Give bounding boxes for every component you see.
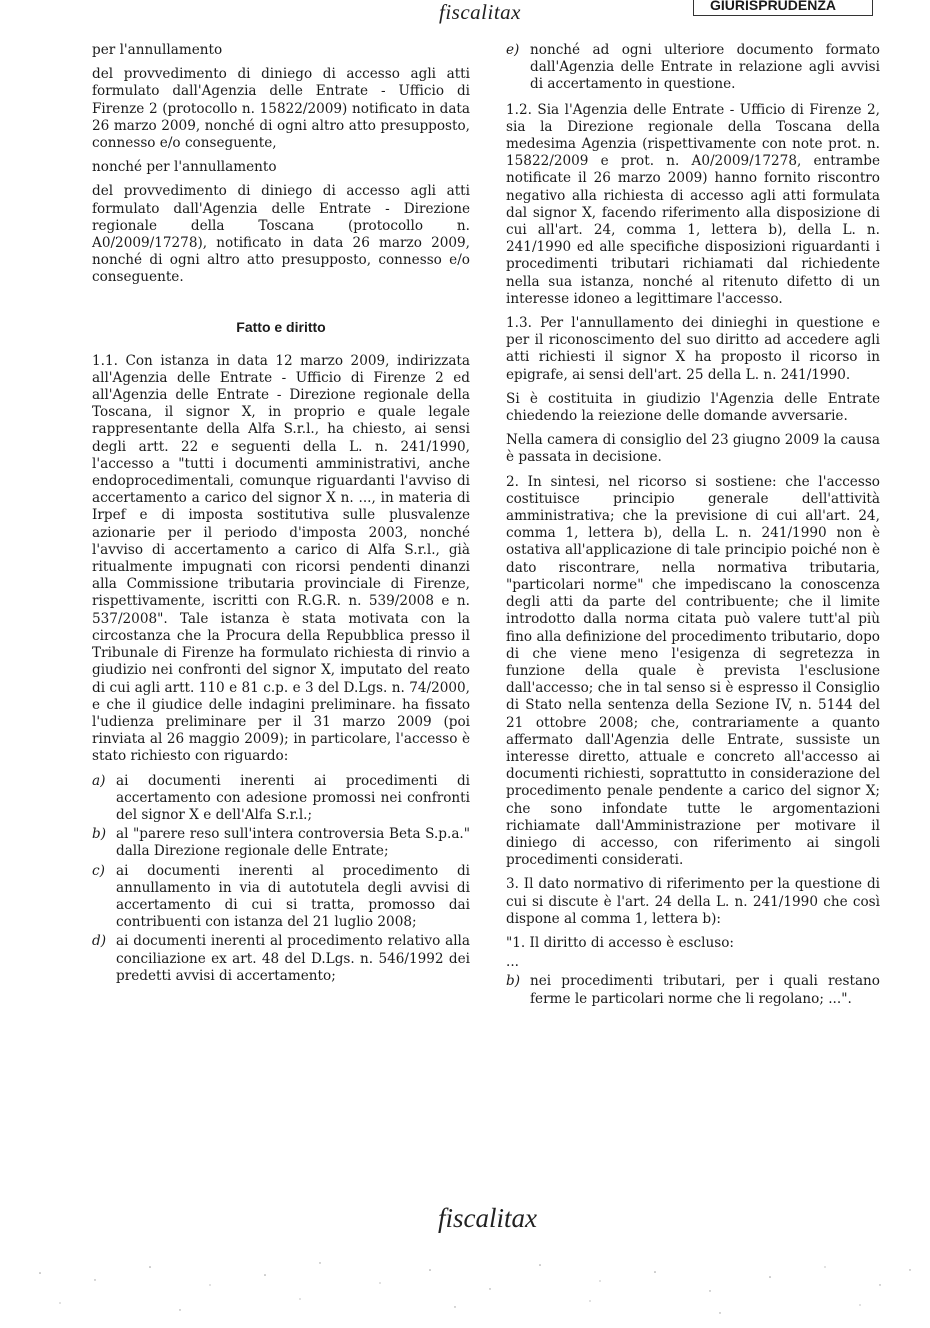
list-item-text: nonché ad ogni ulteriore documento formato dall'Agenzia delle Entrate in relazione agli avvisi di accertamento in questione. bbox=[530, 42, 880, 93]
list-item bbox=[506, 42, 880, 94]
paragraph: 1.3. Per l'annullamento dei dinieghi in questione e per il riconoscimento del suo diritto ad accedere agli atti richiesti il signor X ha proposto il ricorso in epigrafe, ai sensi dell'art. 25 della L. n. 241/1990. bbox=[506, 315, 880, 383]
header-logo: fiscalitax bbox=[439, 0, 521, 24]
paragraph: del provvedimento di diniego di accesso agli atti formulato dall'Agenzia delle Entrate - Ufficio di Firenze 2 (protocollo n. 15822/2009) notificato in data 26 marzo 2009, nonché di ogni altro atto presupposto, connesso e/o conseguente, bbox=[92, 66, 470, 152]
list-item-text: ai documenti inerenti al procedimento di annullamento in via di autotutela degli avvisi di accertamento di cui si tratta, promosso dai contribuenti con istanza del 21 luglio 2008; bbox=[116, 862, 470, 931]
section-label: GIURISPRUDENZA bbox=[693, 0, 873, 16]
paragraph: per l'annullamento bbox=[92, 42, 223, 58]
list-item-text: ai documenti inerenti al procedimento relativo alla conciliazione ex art. 48 del D.Lgs. n. 546/1992 dei predetti avvisi di accertamento; bbox=[116, 933, 470, 984]
paragraph: 3. Il dato normativo di riferimento per la questione di cui si discute è l'art. 24 della L. n. 241/1990 che così dispone al comma 1, lettera b): bbox=[506, 876, 880, 927]
list-item bbox=[92, 863, 470, 932]
list-item bbox=[92, 773, 470, 825]
list-item bbox=[506, 973, 880, 1007]
list-item-label: d) bbox=[92, 933, 107, 950]
list-item-label: c) bbox=[92, 862, 105, 879]
quote-line: "1. Il diritto di accesso è escluso: bbox=[506, 934, 734, 951]
footer-logo: fiscalitax bbox=[438, 1203, 537, 1233]
list-item-label: a) bbox=[92, 772, 106, 789]
list-item-label: b) bbox=[506, 973, 521, 990]
quote-ellipsis: ... bbox=[506, 954, 519, 971]
list-item bbox=[92, 826, 470, 860]
paragraph: nonché per l'annullamento bbox=[92, 159, 277, 176]
paragraph: 1.1. Con istanza in data 12 marzo 2009, indirizzata all'Agenzia delle Entrate - Ufficio di Firenze 2 ed all'Agenzia delle Entrate - Direzione regionale della Toscana, il signor X, in proprio e quale legale rappresentante della Alfa S.r.l., ha chiesto, ai sensi degli artt. 22 e seguenti della L. n. 241/1990, l'accesso a "tutti i documenti amministrativi, anche endoprocedimentali, comunque riguardanti l'avviso di accertamento a carico del signor X n. ..., in materia di Irpef e di imposta sostitutiva sulle plusvalenze azionarie per il periodo d'imposta 2003, nonché l'avviso di accertamento a carico di Alfa S.r.l., già ritualmente impugnati con ricorsi pendenti dinanzi alla Commissione tributaria provinciale di Firenze, rispettivamente, iscritti con R.G.R. n. 539/2008 e n. 537/2008". Tale istanza è stata motivata con la circostanza che la Procura della Repubblica presso il Tribunale di Firenze ha formulato richiesta di rinvio a giudizio nei confronti del signor X, imputato del reato di cui agli artt. 110 e 81 c.p. e 3 del D.Lgs. n. 74/2000, e che il giudice delle indagini preliminare. ha fissato l'udienza preliminare per il 31 marzo 2009 (poi rinviata al 26 maggio 2009); in particolare, l'accesso è stato richiesto con riguardo: bbox=[92, 352, 470, 765]
list-item-text: ai documenti inerenti ai procedimenti di accertamento con adesione promossi nei confronti del signor X e dell'Alfa S.r.l.; bbox=[116, 772, 470, 823]
paragraph: 2. In sintesi, nel ricorso si sostiene: che l'accesso costituisce principio generale dell'attività amministrativa; che la previsione di cui all'art. 24, comma 1, lettera b), della L. n. 241/1990 non è ostativa all'applicazione di tale principio poiché non è dato riscontrare, nella normativa tributaria, "particolari norme" che impediscano la conoscenza degli atti da parte del contribuente; che il limite introdotto dalla norma citata può valere tutt'al più fino alla definizione del procedimento tributario, dopo di che viene meno l'esigenza di segretezza in funzione della quale è prevista l'esclusione dall'accesso; che in tal senso si è espresso il Consiglio di Stato nella sentenza della Sezione IV, n. 5144 del 21 ottobre 2008; che, contrariamente a quanto affermato dall'Agenzia delle Entrate, sussiste un interesse diretto, attuale e concreto all'accesso ai documenti richiesti, soprattutto in considerazione del procedimento penale pendente a carico del signor X; che sono infondate tutte le argomentazioni richiamate dall'Amministrazione per motivare il diniego di accesso, con riferimento ai singoli procedimenti considerati. bbox=[506, 473, 880, 869]
list-item bbox=[92, 933, 470, 985]
paragraph: Nella camera di consiglio del 23 giugno 2009 la causa è passata in decisione. bbox=[506, 432, 880, 466]
paragraph: del provvedimento di diniego di accesso agli atti formulato dall'Agenzia delle Entrate - Direzione regionale della Toscana (protocollo n. A0/2009/17278), notificato in data 26 marzo 2009, nonché di ogni altro atto presupposto, connesso e/o conseguente. bbox=[92, 183, 470, 286]
right-column bbox=[506, 42, 880, 1010]
paragraph: Si è costituita in giudizio l'Agenzia delle Entrate chiedendo la reiezione delle domande avversarie. bbox=[506, 390, 880, 425]
section-heading: Fatto e diritto bbox=[236, 318, 326, 335]
list-item-text: nei procedimenti tributari, per i quali restano ferme le particolari norme che li regolano; ...". bbox=[530, 973, 880, 1007]
left-column bbox=[92, 42, 470, 987]
list-item-label: b) bbox=[92, 826, 107, 843]
list-item-text: al "parere reso sull'intera controversia Beta S.p.a." dalla Direzione regionale delle Entrate; bbox=[116, 826, 470, 860]
paragraph: 1.2. Sia l'Agenzia delle Entrate - Ufficio di Firenze 2, sia la Direzione regionale della Toscana della medesima Agenzia (rispettivamente con note prot. n. 15822/2009 e prot. n. A0/2009/17278, entrambe notificate il 26 marzo 2009) hanno fornito riscontro negativo alla richiesta di accesso agli atti formulata dal signor X, facendo riferimento alla disposizione di cui all'art. 24, comma 1, lettera b), della L. n. 241/1990 ed alle specifiche disposizioni riguardanti i procedimenti tributari richiamati dal richiedente nella sua istanza, nonché al ritenuto difetto di un interesse idoneo a legittimare l'accesso. bbox=[506, 101, 880, 307]
list-item-label: e) bbox=[506, 42, 520, 58]
scan-noise bbox=[0, 1255, 930, 1328]
